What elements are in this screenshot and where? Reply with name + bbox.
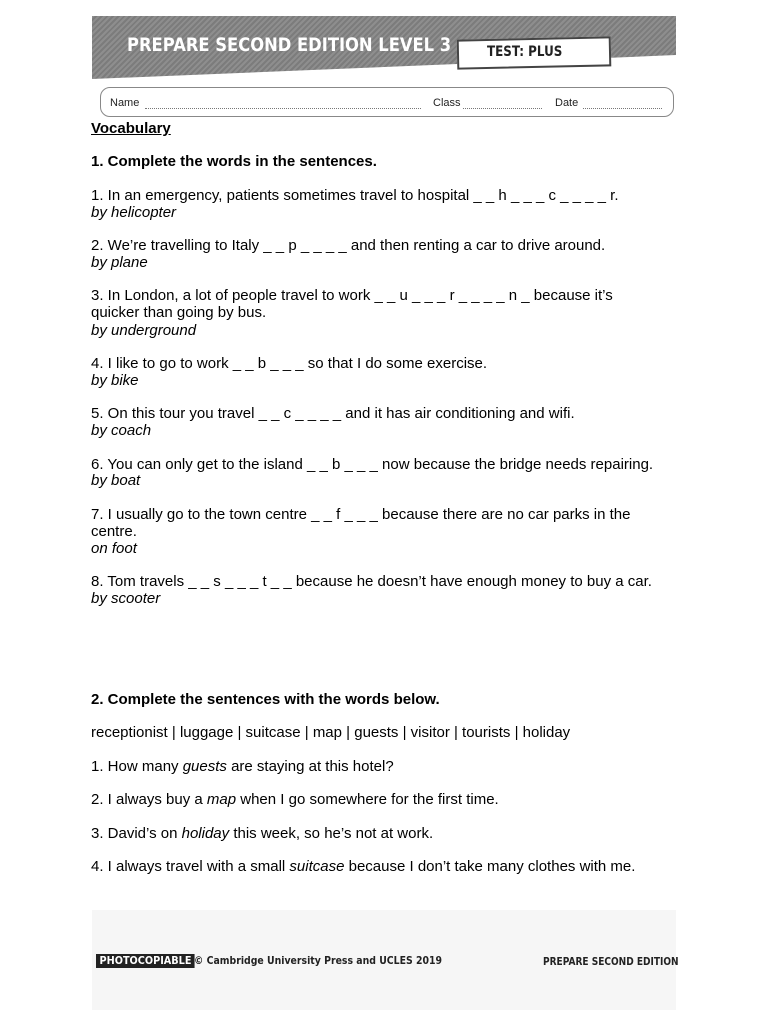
exercise1-item-1: 1. In an emergency, patients sometimes travel to hospital _ _ h _ _ _ c _ _ _ _ r. <box>91 187 619 204</box>
word-bank: receptionist | luggage | suitcase | map | guests | visitor | tourists | holiday <box>91 724 571 741</box>
exercise1-answer-8: by scooter <box>91 590 161 607</box>
class-field[interactable] <box>463 108 542 109</box>
exercise1-item-8: 8. Tom travels _ _ s _ _ _ t _ _ because he doesn’t have enough money to buy a car. <box>91 573 652 590</box>
exercise2-instruction: 2. Complete the sentences with the words below. <box>91 691 440 708</box>
exercise2-item-4: 4. I always travel with a small suitcase because I don’t take many clothes with me. <box>91 858 636 875</box>
exercise1-answer-4: by bike <box>91 372 139 389</box>
exercise2-answer-3: holiday <box>181 825 230 842</box>
exercise2-item-2: 2. I always buy a map when I go somewhere for the first time. <box>91 791 499 808</box>
exercise1-item-5: 5. On this tour you travel _ _ c _ _ _ _ and it has air conditioning and wifi. <box>91 405 575 422</box>
exercise2-answer-4: suitcase <box>289 858 345 875</box>
date-label: Date <box>555 97 579 109</box>
exercise1-answer-3: by underground <box>91 322 197 339</box>
exercise1-item-2: 2. We’re travelling to Italy _ _ p _ _ _ _ and then renting a car to drive around. <box>91 237 606 254</box>
section-heading: Vocabulary <box>91 120 171 137</box>
name-field[interactable] <box>145 108 421 109</box>
exercise1-answer-6: by boat <box>91 472 141 489</box>
name-label: Name <box>110 97 140 109</box>
date-field[interactable] <box>583 108 662 109</box>
exercise2-answer-2: map <box>206 791 237 808</box>
exercise2-answer-1: guests <box>182 758 227 775</box>
exercise1-answer-5: by coach <box>91 422 152 439</box>
student-info-box <box>100 87 674 117</box>
photocopiable-badge: PHOTOCOPIABLE <box>96 954 195 968</box>
exercise1-instruction: 1. Complete the words in the sentences. <box>91 153 377 170</box>
exercise1-item-4: 4. I like to go to work _ _ b _ _ _ so that I do some exercise. <box>91 355 488 372</box>
class-label: Class <box>433 97 461 109</box>
copyright-text: © Cambridge University Press and UCLES 2019 <box>194 954 443 967</box>
exercise2-item-3: 3. David’s on holiday this week, so he’s not at work. <box>91 825 434 842</box>
exercise1-item-7: 7. I usually go to the town centre _ _ f _ _ _ because there are no car parks in the centre. <box>91 506 631 540</box>
exercise1-answer-7: on foot <box>91 540 137 557</box>
exercise1-answer-1: by helicopter <box>91 204 177 221</box>
header-title: PREPARE SECOND EDITION LEVEL 3 <box>127 34 452 56</box>
footer-series-title: PREPARE SECOND EDITION <box>543 955 679 968</box>
exercise1-answer-2: by plane <box>91 254 148 271</box>
exercise2-item-1: 1. How many guests are staying at this hotel? <box>91 758 394 775</box>
exercise1-item-6: 6. You can only get to the island _ _ b _ _ _ now because the bridge needs repairing. <box>91 456 654 473</box>
exercise1-item-3: 3. In London, a lot of people travel to work _ _ u _ _ _ r _ _ _ _ n _ because it’s quicker than going by bus. <box>91 287 613 321</box>
test-label: TEST: PLUS <box>487 44 563 60</box>
